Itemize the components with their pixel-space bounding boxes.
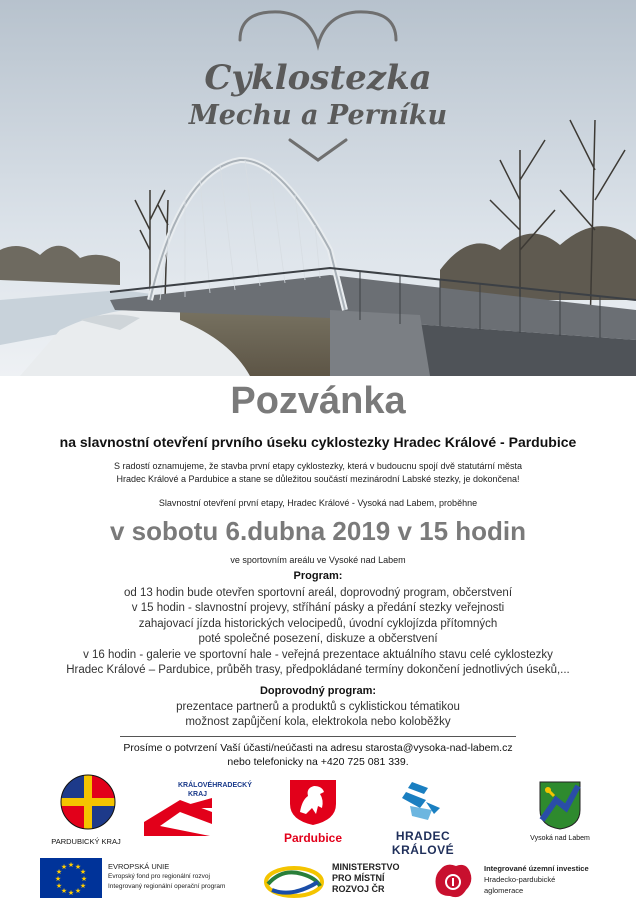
program-item: v 15 hodin - slavnostní projevy, stříhání pásky a předání stezky veřejnosti: [131, 602, 505, 615]
program-item: od 13 hodin bude otevřen sportovní areál, doprovodný program, občerstvení: [123, 587, 513, 599]
intro-line: Hradec Králové a Pardubice a stane se důležitou součástí mezinárodní Labské stezky, je dokončena!: [116, 474, 520, 484]
iti-blob-icon: [432, 860, 474, 902]
hradec-kralove-emblem-icon: [368, 780, 478, 824]
program-heading: Program:: [293, 570, 343, 582]
khk-shape-icon: [140, 782, 245, 838]
side-program-item: prezentace partnerů a produktů s cyklistickou tématikou: [176, 701, 460, 713]
hradec-kralove-caption: HRADEC KRÁLOVÉ: [391, 829, 455, 857]
svg-text:★: ★: [67, 861, 75, 869]
contact-info: [40, 741, 596, 769]
announce-text: Slavnostní otevření první etapy, Hradec Králové - Vysoká nad Labem, proběhne: [158, 498, 478, 508]
vysoka-coat-of-arms-icon: [520, 780, 600, 830]
khk-caption-1: KRÁLOVÉHRADECKÝ: [178, 782, 252, 789]
khk-caption-2: KRAJ: [188, 791, 208, 798]
mmr-emblem: [262, 864, 326, 900]
svg-text:★: ★: [67, 889, 75, 897]
pardubicky-kraj-emblem-icon: [46, 772, 126, 832]
mmr-swirl-icon: [262, 864, 326, 900]
mmr-caption-3: ROZVOJ ČR: [332, 884, 385, 894]
iti-caption-2: Hradecko-pardubické: [484, 875, 556, 884]
divider: [120, 736, 516, 737]
svg-text:★: ★: [79, 882, 87, 890]
eu-caption-3: Integrovaný regionální operační program: [108, 883, 226, 890]
side-program-heading: Doprovodný program:: [259, 685, 377, 697]
intro-text: [60, 460, 576, 486]
program-item: poté společné posezení, diskuze a občerstvení: [198, 633, 438, 646]
svg-text:★: ★: [60, 863, 68, 871]
iti-caption-1: Integrované územní investice: [484, 864, 589, 873]
svg-text:★: ★: [55, 868, 63, 876]
program-list: [40, 586, 596, 678]
page-title: Pozvánka: [230, 380, 406, 422]
program-item: v 16 hodin - galerie ve sportovní hale - veřejná prezentace aktuálního stavu celé cyklostezky: [83, 648, 553, 661]
eu-caption-1: EVROPSKÁ UNIE: [108, 862, 170, 871]
side-program-list: [40, 700, 596, 730]
iti-caption-3: aglomerace: [484, 886, 524, 895]
iti-logo: [432, 860, 622, 904]
brand-line-2: Mechu a Perníku: [188, 100, 448, 131]
event-venue: ve sportovním areálu ve Vysoké nad Labem: [230, 555, 406, 565]
vysoka-caption: Vysoká nad Labem: [530, 835, 590, 842]
svg-text:★: ★: [54, 875, 62, 883]
brand-line-1: Cyklostezka: [204, 58, 432, 98]
pardubice-horse-icon: [278, 778, 348, 826]
contact-line: nebo telefonicky na +420 725 081 339.: [227, 756, 409, 768]
header-photo: [0, 0, 636, 376]
svg-text:★: ★: [79, 868, 87, 876]
mmr-logo: [332, 862, 432, 902]
eu-logo: [40, 858, 260, 900]
pardubicky-kraj-caption: PARDUBICKÝ KRAJ: [51, 837, 121, 846]
mmr-caption-1: MINISTERSTVO: [332, 862, 400, 872]
svg-text:★: ★: [60, 887, 68, 895]
page-subtitle: na slavnostní otevření prvního úseku cyklostezky Hradec Králové - Pardubice: [59, 434, 577, 450]
side-program-item: možnost zapůjčení kola, elektrokola nebo koloběžky: [185, 716, 451, 728]
contact-line: Prosíme o potvrzení Vaší účasti/neúčasti na adresu starosta@vysoka-nad-labem.cz: [123, 742, 513, 754]
intro-line: S radostí oznamujeme, že stavba první etapy cyklostezky, která v budoucnu spojí dvě statutární města: [113, 461, 523, 471]
pardubice-caption: Pardubice: [283, 831, 343, 845]
svg-text:★: ★: [74, 863, 82, 871]
pardubicky-kraj-logo: [46, 772, 126, 846]
pardubice-logo: [278, 778, 348, 845]
svg-text:★: ★: [74, 887, 82, 895]
mmr-caption-2: PRO MÍSTNÍ: [332, 873, 385, 883]
eu-caption-2: Evropský fond pro regionální rozvoj: [108, 873, 210, 880]
program-item: zahajovací jízda historických velocipedů, úvodní cyklojízda přítomných: [138, 617, 498, 630]
hradec-kralove-logo: [368, 780, 478, 857]
svg-text:★: ★: [80, 875, 88, 883]
program-item: Hradec Králové – Pardubice, průběh trasy, předpokládané termíny dokončení jednotlivých úseků,...: [66, 664, 570, 677]
kralovehradecky-kraj-logo: [140, 782, 252, 838]
svg-text:★: ★: [55, 882, 63, 890]
brand-wordmark: [0, 0, 636, 170]
eu-flag-icon: [40, 858, 102, 898]
vysoka-nad-labem-logo: [520, 780, 600, 842]
event-date: v sobotu 6.dubna 2019 v 15 hodin: [109, 516, 527, 546]
